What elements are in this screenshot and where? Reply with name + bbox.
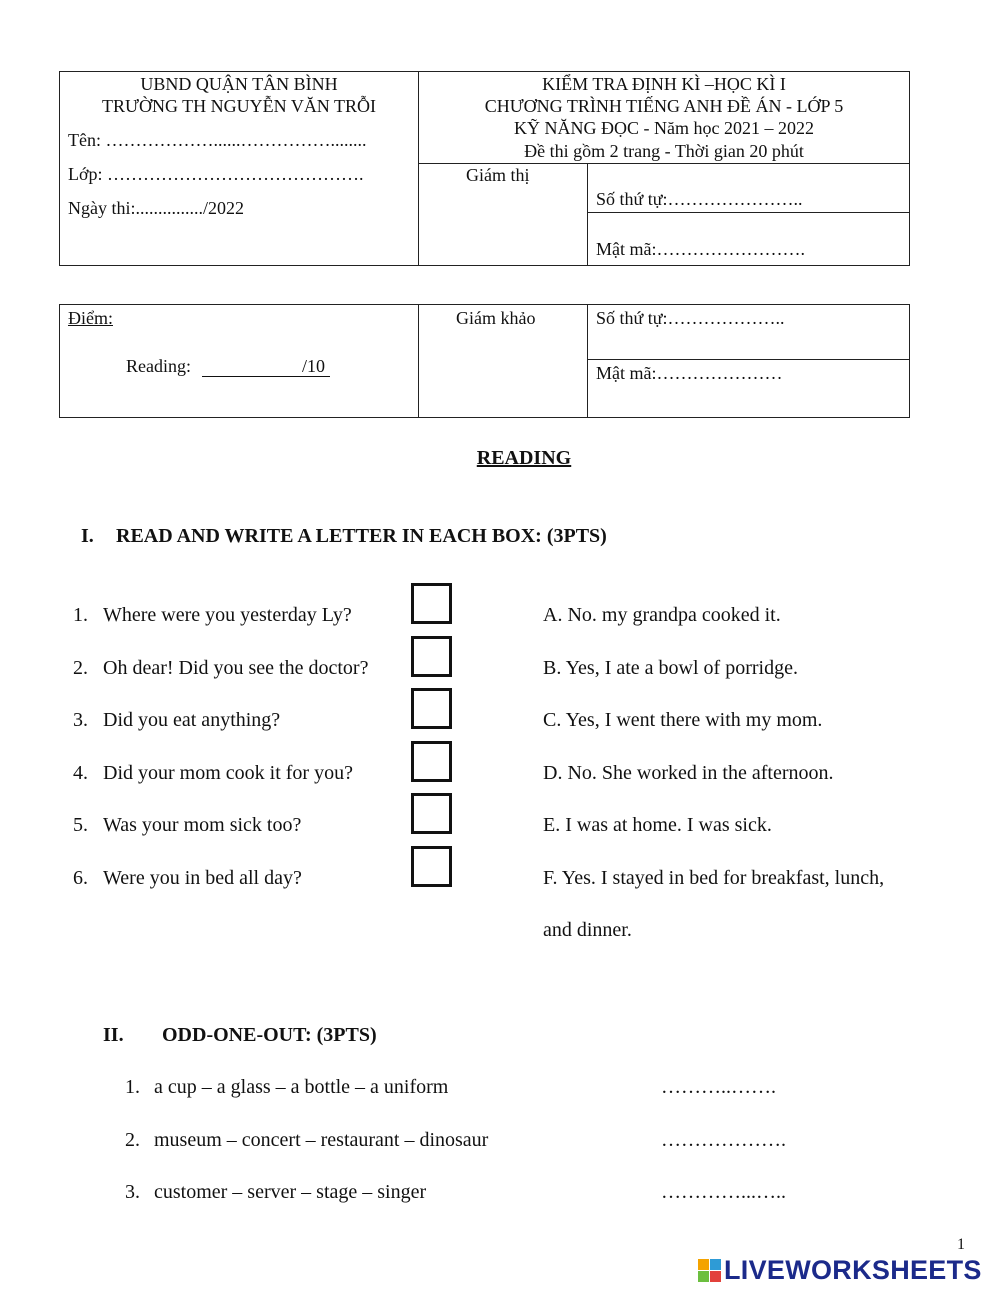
answer-option-f-continued: and dinner. [543,919,632,941]
exam-program: CHƯƠNG TRÌNH TIẾNG ANH ĐỀ ÁN - LỚP 5 [484,96,844,116]
examiner-label: Giám khảo [456,308,536,328]
question-number: 2. [73,657,88,679]
part1-number: I. [81,525,94,547]
examiner-code-field[interactable]: Mật mã:………………… [596,363,783,383]
odd-answer-blank-2[interactable]: ………………. [661,1129,786,1151]
question-number: 5. [73,814,88,836]
examiner-order-field[interactable]: Số thứ tự:……………….. [596,308,785,328]
question-4: Did your mom cook it for you? [103,762,353,784]
section-title: READING [476,447,572,469]
question-number: 1. [73,604,88,626]
exam-date-field[interactable]: Ngày thi:.............../2022 [68,198,244,218]
part2-number: II. [103,1024,124,1046]
answer-option-f: F. Yes. I stayed in bed for breakfast, lunch, [543,867,885,889]
question-6: Were you in bed all day? [103,867,302,889]
logo-mark-icon [698,1259,721,1282]
proctor-order-field[interactable]: Số thứ tự:………………….. [596,189,803,209]
reading-label: Reading: [126,356,191,376]
answer-option-b: B. Yes, I ate a bowl of porridge. [543,657,798,679]
logo-mark-tile [710,1259,721,1270]
odd-answer-blank-1[interactable]: ………..……. [661,1076,776,1098]
question-number: 4. [73,762,88,784]
odd-item-number: 3. [125,1181,140,1203]
logo-mark-tile [710,1271,721,1282]
logo-mark-tile [698,1271,709,1282]
score-label: Điểm: [68,308,113,328]
question-number: 3. [73,709,88,731]
logo-mark-tile [698,1259,709,1270]
question-5: Was your mom sick too? [103,814,302,836]
odd-item-number: 2. [125,1129,140,1151]
proctor-code-field[interactable]: Mật mã:……………………. [596,239,805,259]
reading-score-total: /10 [302,356,326,376]
part1-title: READ AND WRITE A LETTER IN EACH BOX: (3PTS) [116,525,607,547]
exam-skill-year: KỸ NĂNG ĐỌC - Năm học 2021 – 2022 [514,118,814,138]
odd-item-1: a cup – a glass – a bottle – a uniform [154,1076,449,1098]
brand-name: LIVEWORKSHEETS [724,1255,982,1285]
question-2: Oh dear! Did you see the doctor? [103,657,369,679]
answer-box-2[interactable] [411,636,452,677]
answer-box-1[interactable] [411,583,452,624]
odd-item-2: museum – concert – restaurant – dinosaur [154,1129,489,1151]
question-3: Did you eat anything? [103,709,281,731]
answer-option-a: A. No. my grandpa cooked it. [543,604,781,626]
school-name: TRƯỜNG TH NGUYỄN VĂN TRỖI [102,96,376,116]
answer-box-6[interactable] [411,846,452,887]
exam-pages-time: Đề thi gồm 2 trang - Thời gian 20 phút [524,141,804,161]
answer-option-e: E. I was at home. I was sick. [543,814,772,836]
question-1: Where were you yesterday Ly? [103,604,352,626]
answer-option-c: C. Yes, I went there with my mom. [543,709,823,731]
odd-item-number: 1. [125,1076,140,1098]
answer-option-d: D. No. She worked in the afternoon. [543,762,834,784]
part2-title: ODD-ONE-OUT: (3PTS) [162,1024,377,1046]
district-name: UBND QUẬN TÂN BÌNH [140,74,338,94]
answer-box-4[interactable] [411,741,452,782]
answer-box-5[interactable] [411,793,452,834]
question-number: 6. [73,867,88,889]
proctor-label: Giám thị [466,165,530,185]
odd-answer-blank-3[interactable]: …………...….. [661,1181,786,1203]
liveworksheets-logo [698,1255,982,1286]
student-class-field[interactable]: Lớp: ……………………………………. [68,164,364,184]
student-name-field[interactable]: Tên: ………………......……………........ [68,130,367,150]
answer-box-3[interactable] [411,688,452,729]
odd-item-3: customer – server – stage – singer [154,1181,427,1203]
score-cell [59,304,419,418]
page-number: 1 [957,1236,965,1253]
exam-title: KIỂM TRA ĐỊNH KÌ –HỌC KÌ I [542,74,786,94]
